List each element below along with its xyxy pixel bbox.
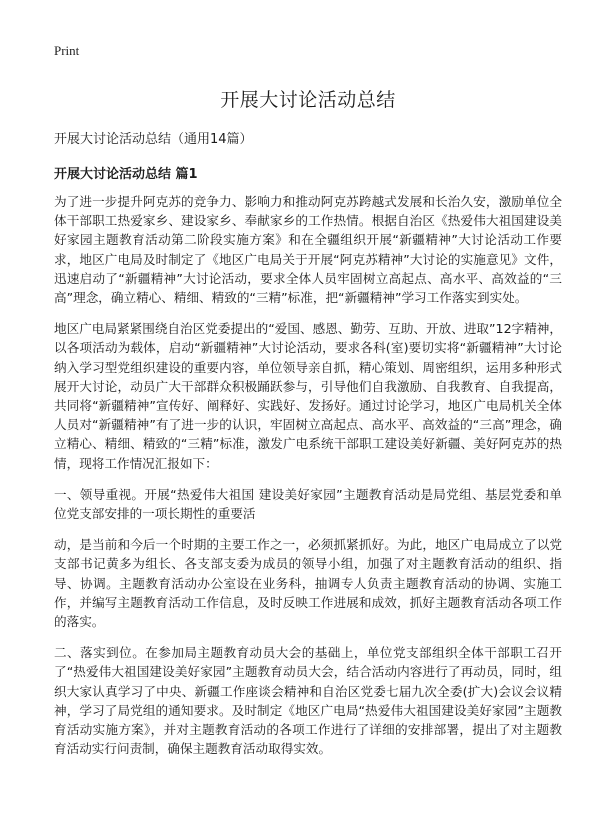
paragraph-intro: 为了进一步提升阿克苏的竞争力、影响力和推动阿克苏跨越式发展和长治久安，激励单位全体干部职工热爱家乡、建设家乡、奉献家乡的工作热情。根据自治区《热爱伟大祖国建设美好家园主题教育活动第二阶段实施方案》和在全疆组织开展“新疆精神”大讨论活动工作要求，地区广电局及时制定了《地区广电局关于开展“阿克苏精神”大讨论的实施意见》文件，迅速启动了“新疆精神”大讨论活动，要求全体人员牢固树立高起点、高水平、高效益的“三高”理念，确立精心、精细、精致的“三精”标准，把“新疆精神”学习工作落实到实处。 bbox=[54, 194, 562, 306]
document-title: 开展大讨论活动总结 bbox=[220, 89, 396, 111]
document-subtitle: 开展大讨论活动总结（通用14篇） bbox=[54, 132, 253, 147]
section-heading: 开展大讨论活动总结 篇1 bbox=[54, 167, 198, 182]
paragraph-leadership: 一、领导重视。开展“热爱伟大祖国 建设美好家园”主题教育活动是局党组、基层党委和单位党支部安排的一项长期性的重要活 bbox=[54, 486, 562, 522]
paragraph-spirit: 地区广电局紧紧围绕自治区党委提出的“爱国、感恩、勤劳、互助、开放、进取”12字精神，以各项活动为载体，启动“新疆精神”大讨论活动，要求各科(室)要切实将“新疆精神”大讨论纳入学习型党组织建设的重要内容，单位领导亲自抓，精心策划、周密组织，运用多种形式展开大讨论，动员广大干部群众积极踊跃参与，引导他们自我激励、自我教育、自我提高，共同将“新疆精神”宣传好、阐释好、实践好、发扬好。通过讨论学习，地区广电局机关全体人员对“新疆精神”有了进一步的认识，牢固树立高起点、高水平、高效益的“三高”理念，确立精心、精细、精致的“三精”标准，激发广电系统干部职工建设美好新疆、美好阿克苏的热情，现将工作情况汇报如下： bbox=[54, 321, 562, 471]
paragraph-leadership-continued: 动，是当前和今后一个时期的主要工作之一，必须抓紧抓好。为此，地区广电局成立了以党支部书记黄多为组长、各支部支委为成员的领导小组，加强了对主题教育活动的组织、指导、协调。主题教育活动办公室设在业务科，抽调专人负责主题教育活动的协调、实施工作，并编写主题教育活动工作信息，及时反映工作进展和成效，抓好主题教育活动各项工作的落实。 bbox=[54, 537, 562, 630]
print-link[interactable]: Print bbox=[54, 43, 80, 58]
paragraph-implementation: 二、落实到位。在参加局主题教育动员大会的基础上，单位党支部组织全体干部职工召开了“热爱伟大祖国建设美好家园”主题教育动员大会，结合活动内容进行了再动员，同时，组织大家认真学习了中央、新疆工作座谈会精神和自治区党委七届九次全委(扩大)会议会议精神，学习了局党组的通知要求。及时制定《地区广电局“热爱伟大祖国建设美好家园”主题教育活动实施方案》，并对主题教育活动的各项工作进行了详细的安排部署，提出了对主题教育活动实行问责制，确保主题教育活动取得实效。 bbox=[54, 645, 562, 757]
